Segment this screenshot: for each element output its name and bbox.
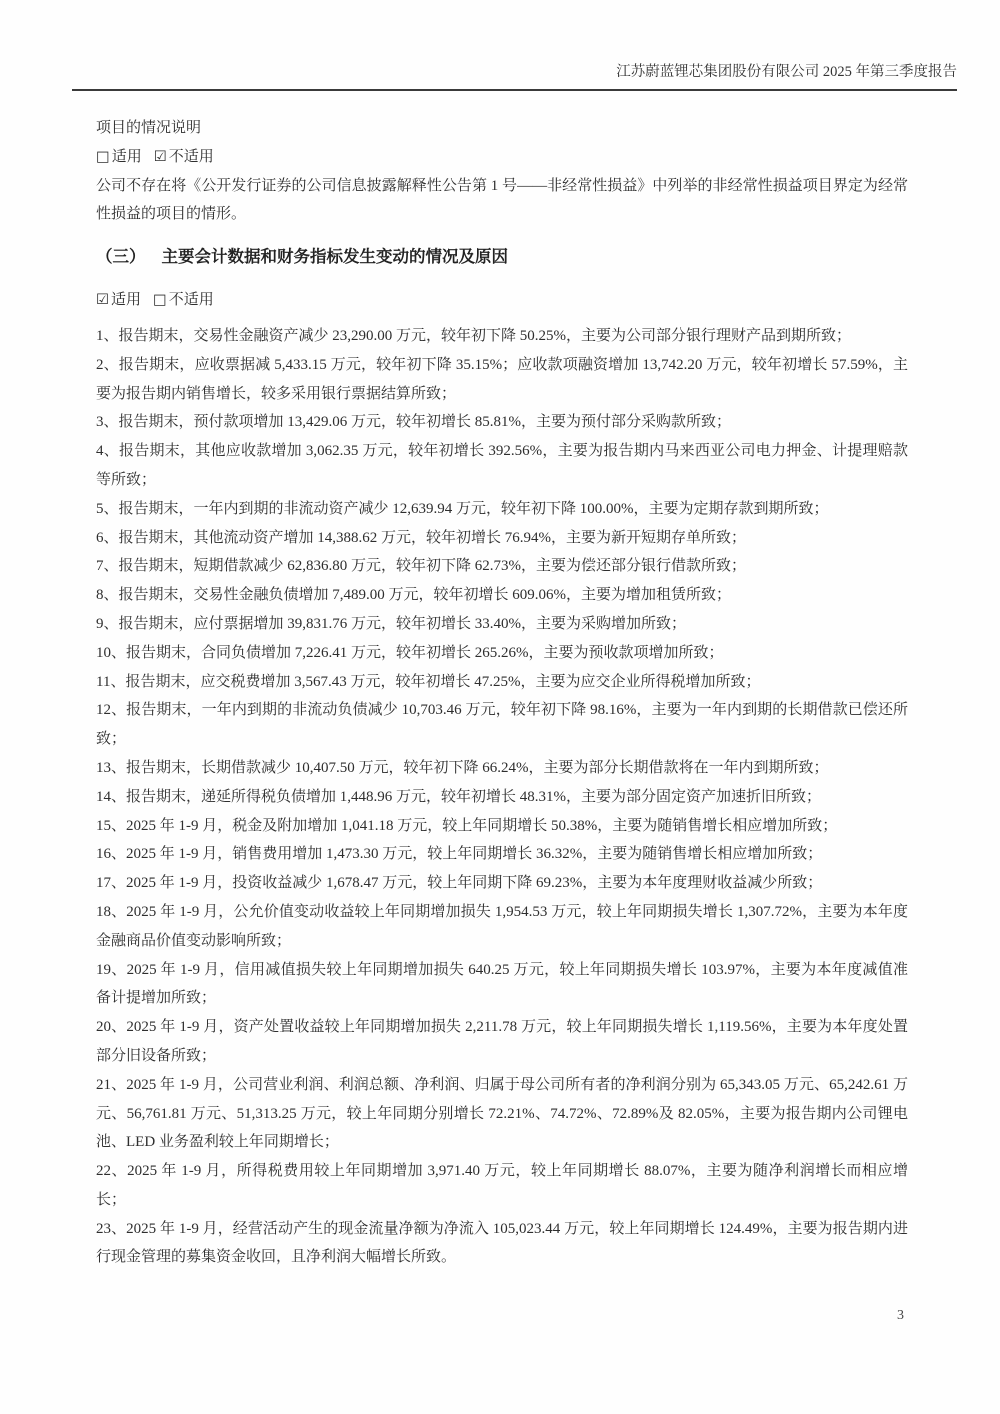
change-item: 14、报告期末，递延所得税负债增加 1,448.96 万元，较年初增长 48.31%，主要为部分固定资产加速折旧所致； <box>96 788 821 805</box>
change-item: 22、2025 年 1-9 月，所得税费用较上年同期增加 3,971.40 万元，较上年同期增长 88.07%，主要为随净利润增长而相应增长； <box>96 1163 908 1208</box>
checkbox-unchecked-icon: □ <box>96 148 110 165</box>
checkbox-checked-icon: ☑ <box>96 292 109 309</box>
section-heading <box>96 242 908 272</box>
report-title: 江苏蔚蓝锂芯集团股份有限公司 2025 年第三季度报告 <box>616 64 957 80</box>
applicable-option <box>96 149 142 165</box>
change-items-list <box>96 322 908 1272</box>
change-item: 21、2025 年 1-9 月，公司营业利润、利润总额、净利润、归属于母公司所有者的净利润分别为 65,343.05 万元、65,242.61 万元、56,761.81 万元、51,313.25 万元，较上年同期分别增长 72.21%、74.72%、72.89%及 82.05%，主要为报告期内公司锂电池、LED 业务盈利较上年同期增长； <box>96 1076 908 1151</box>
not-applicable-label: 不适用 <box>168 292 214 309</box>
not-applicable-label: 不适用 <box>168 148 214 165</box>
applicable-label: 适用 <box>111 292 142 309</box>
page-content <box>96 114 908 1272</box>
change-item: 8、报告期末，交易性金融负债增加 7,489.00 万元，较年初增长 609.06%，主要为增加租赁所致； <box>96 587 731 604</box>
change-item: 4、报告期末，其他应收款增加 3,062.35 万元，较年初增长 392.56%，主要为报告期内马来西亚公司电力押金、计提理赔款等所致； <box>96 443 908 488</box>
change-item: 23、2025 年 1-9 月，经营活动产生的现金流量净额为净流入 105,023.44 万元，较上年同期增长 124.49%，主要为报告期内进行现金管理的募集资金收回，且净利润大幅增长所致。 <box>96 1220 908 1266</box>
change-item: 18、2025 年 1-9 月，公允价值变动收益较上年同期增加损失 1,954.53 万元，较上年同期损失增长 1,307.72%，主要为本年度金融商品价值变动影响所致； <box>96 903 908 949</box>
change-item: 6、报告期末，其他流动资产增加 14,388.62 万元，较年初增长 76.94%，主要为新开短期存单所致； <box>96 529 746 546</box>
checkbox-checked-icon: ☑ <box>153 148 167 165</box>
change-item: 9、报告期末，应付票据增加 39,831.76 万元，较年初增长 33.40%，主要为采购增加所致； <box>96 615 686 632</box>
change-item: 13、报告期末，长期借款减少 10,407.50 万元，较年初下降 66.24%，主要为部分长期借款将在一年内到期所致； <box>96 759 829 776</box>
checkbox-unchecked-icon: □ <box>153 292 167 309</box>
section-heading-title: 主要会计数据和财务指标发生变动的情况及原因 <box>161 247 508 267</box>
not-applicable-option <box>154 149 214 165</box>
intro-item-note-label: 项目的情况说明 <box>96 120 202 136</box>
section-heading-number: （三） <box>96 247 146 267</box>
change-item: 2、报告期末，应收票据减 5,433.15 万元，较年初下降 35.15%；应收款项融资增加 13,742.20 万元，较年初增长 57.59%，主要为报告期内销售增长，较多采用银行票据结算所致； <box>96 356 908 402</box>
page-header <box>72 0 957 91</box>
intro-paragraph: 公司不存在将《公开发行证券的公司信息披露解释性公告第 1 号——非经常性损益》中列举的非经常性损益项目界定为经常性损益的项目的情形。 <box>96 177 908 223</box>
change-item: 7、报告期末，短期借款减少 62,836.80 万元，较年初下降 62.73%，主要为偿还部分银行借款所致； <box>96 558 746 575</box>
applicable-option <box>96 292 141 308</box>
applicable-label: 适用 <box>111 148 142 165</box>
change-item: 17、2025 年 1-9 月，投资收益减少 1,678.47 万元，较上年同期下降 69.23%，主要为本年度理财收益减少所致； <box>96 875 823 892</box>
change-item: 11、报告期末，应交税费增加 3,567.43 万元，较年初增长 47.25%，主要为应交企业所得税增加所致； <box>96 673 761 690</box>
page-number: 3 <box>897 1308 904 1323</box>
change-item: 15、2025 年 1-9 月，税金及附加增加 1,041.18 万元，较上年同期增长 50.38%，主要为随销售增长相应增加所致； <box>96 817 838 834</box>
change-item: 1、报告期末，交易性金融资产减少 23,290.00 万元，较年初下降 50.25%，主要为公司部分银行理财产品到期所致； <box>96 327 851 344</box>
change-item: 16、2025 年 1-9 月，销售费用增加 1,473.30 万元，较上年同期增长 36.32%，主要为随销售增长相应增加所致； <box>96 846 823 863</box>
not-applicable-option <box>153 292 214 308</box>
change-item: 3、报告期末，预付款项增加 13,429.06 万元，较年初增长 85.81%，主要为预付部分采购款所致； <box>96 414 731 431</box>
change-item: 12、报告期末，一年内到期的非流动负债减少 10,703.46 万元，较年初下降 98.16%，主要为一年内到期的长期借款已偿还所致； <box>96 702 908 748</box>
change-item: 19、2025 年 1-9 月，信用减值损失较上年同期增加损失 640.25 万元，较上年同期损失增长 103.97%，主要为本年度减值准备计提增加所致； <box>96 961 908 1007</box>
change-item: 20、2025 年 1-9 月，资产处置收益较上年同期增加损失 2,211.78 万元，较上年同期损失增长 1,119.56%，主要为本年度处置部分旧设备所致； <box>96 1019 908 1064</box>
change-item: 10、报告期末，合同负债增加 7,226.41 万元，较年初增长 265.26%，主要为预收款项增加所致； <box>96 644 724 661</box>
section-applicability-row <box>96 286 908 315</box>
intro-applicability-row <box>96 143 908 172</box>
change-item: 5、报告期末，一年内到期的非流动资产减少 12,639.94 万元，较年初下降 100.00%，主要为定期存款到期所致； <box>96 500 829 517</box>
